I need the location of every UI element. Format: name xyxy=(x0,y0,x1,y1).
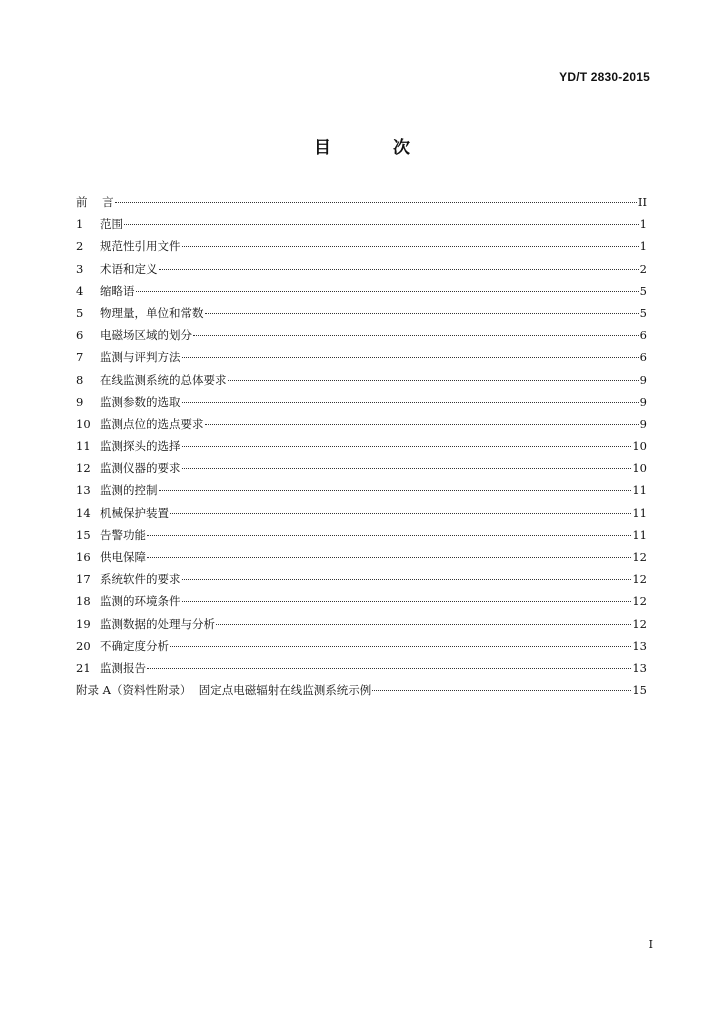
toc-entry-number: 11 xyxy=(76,439,91,454)
toc-entry-label: 附录 A（资料性附录） 固定点电磁辐射在线监测系统示例 xyxy=(76,683,372,698)
toc-leader-dots xyxy=(182,357,639,358)
toc-entry-number: 5 xyxy=(76,305,84,320)
toc-entry-page: 5 xyxy=(639,283,647,298)
toc-entry[interactable] xyxy=(76,460,647,482)
toc-entry-number: 14 xyxy=(76,505,91,520)
toc-entry-number: 7 xyxy=(76,350,84,365)
toc-leader-dots xyxy=(228,380,639,381)
toc-entry-page: 12 xyxy=(632,550,647,564)
toc-entry-page: 11 xyxy=(632,483,647,498)
toc-entry-page: 12 xyxy=(632,572,647,587)
toc-entry[interactable] xyxy=(76,305,647,327)
toc-leader-dots xyxy=(205,424,639,425)
toc-entry-number: 20 xyxy=(76,638,91,653)
toc-entry-number: 1 xyxy=(76,217,84,232)
toc-entry-label: 监测参数的选取 xyxy=(100,394,181,409)
toc-entry-page: 12 xyxy=(632,594,647,609)
toc-entry-label: 缩略语 xyxy=(100,283,135,298)
toc-entry-page: 13 xyxy=(632,638,647,653)
toc-entry-number: 12 xyxy=(76,461,91,476)
toc-leader-dots xyxy=(147,668,631,669)
toc-entry-page: 5 xyxy=(639,305,647,320)
toc-entry-page: 11 xyxy=(632,527,647,542)
toc-leader-dots xyxy=(182,579,632,580)
toc-entry-label: 监测与评判方法 xyxy=(100,350,181,365)
toc-leader-dots xyxy=(159,490,632,491)
toc-entry-number: 19 xyxy=(76,616,91,631)
toc-entry-label: 范围 xyxy=(100,217,123,232)
toc-entry-page: 15 xyxy=(632,683,647,698)
toc-entry[interactable] xyxy=(76,327,647,349)
toc-entry[interactable] xyxy=(76,283,647,305)
toc-entry[interactable] xyxy=(76,549,647,571)
toc-entry[interactable] xyxy=(76,194,647,216)
toc-entry-label: 前 言 xyxy=(76,195,114,209)
toc-leader-dots xyxy=(147,535,631,536)
toc-entry-number: 10 xyxy=(76,416,91,431)
toc-entry-page: 1 xyxy=(639,239,647,254)
toc-entry-label: 监测的控制 xyxy=(100,483,158,498)
toc-entry-number: 16 xyxy=(76,550,91,564)
toc-leader-dots xyxy=(136,291,639,292)
toc-entry-number: 3 xyxy=(76,261,84,276)
toc-entry-number: 15 xyxy=(76,527,91,542)
toc-leader-dots xyxy=(182,446,632,447)
toc-leader-dots xyxy=(115,202,637,203)
toc-entry-label: 术语和定义 xyxy=(100,261,158,276)
toc-entry[interactable] xyxy=(76,261,647,283)
toc-entry-label: 电磁场区域的划分 xyxy=(100,328,192,343)
toc-entry[interactable] xyxy=(76,438,647,460)
toc-entry-page: 12 xyxy=(632,616,647,631)
toc-entry[interactable] xyxy=(76,482,647,504)
toc-entry-label: 供电保障 xyxy=(100,550,146,564)
toc-leader-dots xyxy=(124,224,639,225)
toc-entry-number: 9 xyxy=(76,394,84,409)
toc-entry-label: 机械保护装置 xyxy=(100,505,169,520)
toc-leader-dots xyxy=(205,313,639,314)
toc-entry-page: II xyxy=(637,195,647,209)
toc-entry-number: 18 xyxy=(76,594,91,609)
toc-entry-page: 6 xyxy=(639,350,647,365)
toc-entry[interactable] xyxy=(76,394,647,416)
toc-entry-label: 监测点位的选点要求 xyxy=(100,416,204,431)
toc-entry[interactable] xyxy=(76,571,647,593)
toc-leader-dots xyxy=(159,269,639,270)
toc-entry[interactable] xyxy=(76,372,647,394)
toc-entry-page: 2 xyxy=(639,261,647,276)
toc-title: 目 次 xyxy=(314,138,438,158)
toc-leader-dots xyxy=(216,624,631,625)
toc-leader-dots xyxy=(182,601,632,602)
toc-entry-number: 13 xyxy=(76,483,91,498)
toc-entry-label: 在线监测系统的总体要求 xyxy=(100,372,227,387)
toc-entry-page: 10 xyxy=(632,439,647,454)
standard-code: YD/T 2830-2015 xyxy=(559,70,650,84)
toc-entry-label: 物理量，单位和常数 xyxy=(100,305,204,320)
toc-entry[interactable] xyxy=(76,616,647,638)
toc-entry-label: 监测的环境条件 xyxy=(100,594,181,609)
toc-entry[interactable] xyxy=(76,238,647,260)
toc-entry-label: 规范性引用文件 xyxy=(100,239,181,254)
toc-entry-page: 13 xyxy=(632,660,647,675)
toc-entry[interactable] xyxy=(76,416,647,438)
toc-leader-dots xyxy=(372,690,631,691)
toc-entry-number: 4 xyxy=(76,283,84,298)
toc-entry[interactable] xyxy=(76,638,647,660)
toc-entry-label: 告警功能 xyxy=(100,527,146,542)
toc-entry-label: 监测报告 xyxy=(100,660,146,675)
toc-leader-dots xyxy=(170,646,631,647)
toc-entry[interactable] xyxy=(76,505,647,527)
toc-entry[interactable] xyxy=(76,593,647,615)
toc-leader-dots xyxy=(182,246,639,247)
toc-entry-label: 不确定度分析 xyxy=(100,638,169,653)
page-number: I xyxy=(648,938,653,951)
toc-entry-number: 2 xyxy=(76,239,84,254)
toc-entry-page: 11 xyxy=(632,505,647,520)
toc-entry[interactable] xyxy=(76,216,647,238)
toc-entry[interactable] xyxy=(76,349,647,371)
toc-entry-number: 17 xyxy=(76,572,91,587)
toc-leader-dots xyxy=(182,402,639,403)
toc-entry-page: 9 xyxy=(639,394,647,409)
toc-list xyxy=(76,194,647,704)
toc-entry-page: 9 xyxy=(639,372,647,387)
toc-entry[interactable] xyxy=(76,682,647,704)
toc-entry-page: 10 xyxy=(632,461,647,476)
toc-entry-page: 6 xyxy=(639,328,647,343)
toc-entry-page: 1 xyxy=(639,217,647,232)
toc-leader-dots xyxy=(182,468,632,469)
toc-leader-dots xyxy=(193,335,639,336)
toc-entry-label: 监测探头的选择 xyxy=(100,439,181,454)
toc-leader-dots xyxy=(170,513,631,514)
toc-entry-number: 21 xyxy=(76,660,91,675)
toc-entry-number: 8 xyxy=(76,372,84,387)
toc-leader-dots xyxy=(147,557,631,558)
toc-entry-label: 监测仪器的要求 xyxy=(100,461,181,476)
toc-entry-label: 系统软件的要求 xyxy=(100,572,181,587)
toc-entry[interactable] xyxy=(76,527,647,549)
toc-entry-page: 9 xyxy=(639,416,647,431)
toc-entry-number: 6 xyxy=(76,328,84,343)
toc-entry-label: 监测数据的处理与分析 xyxy=(100,616,215,631)
toc-entry[interactable] xyxy=(76,660,647,682)
